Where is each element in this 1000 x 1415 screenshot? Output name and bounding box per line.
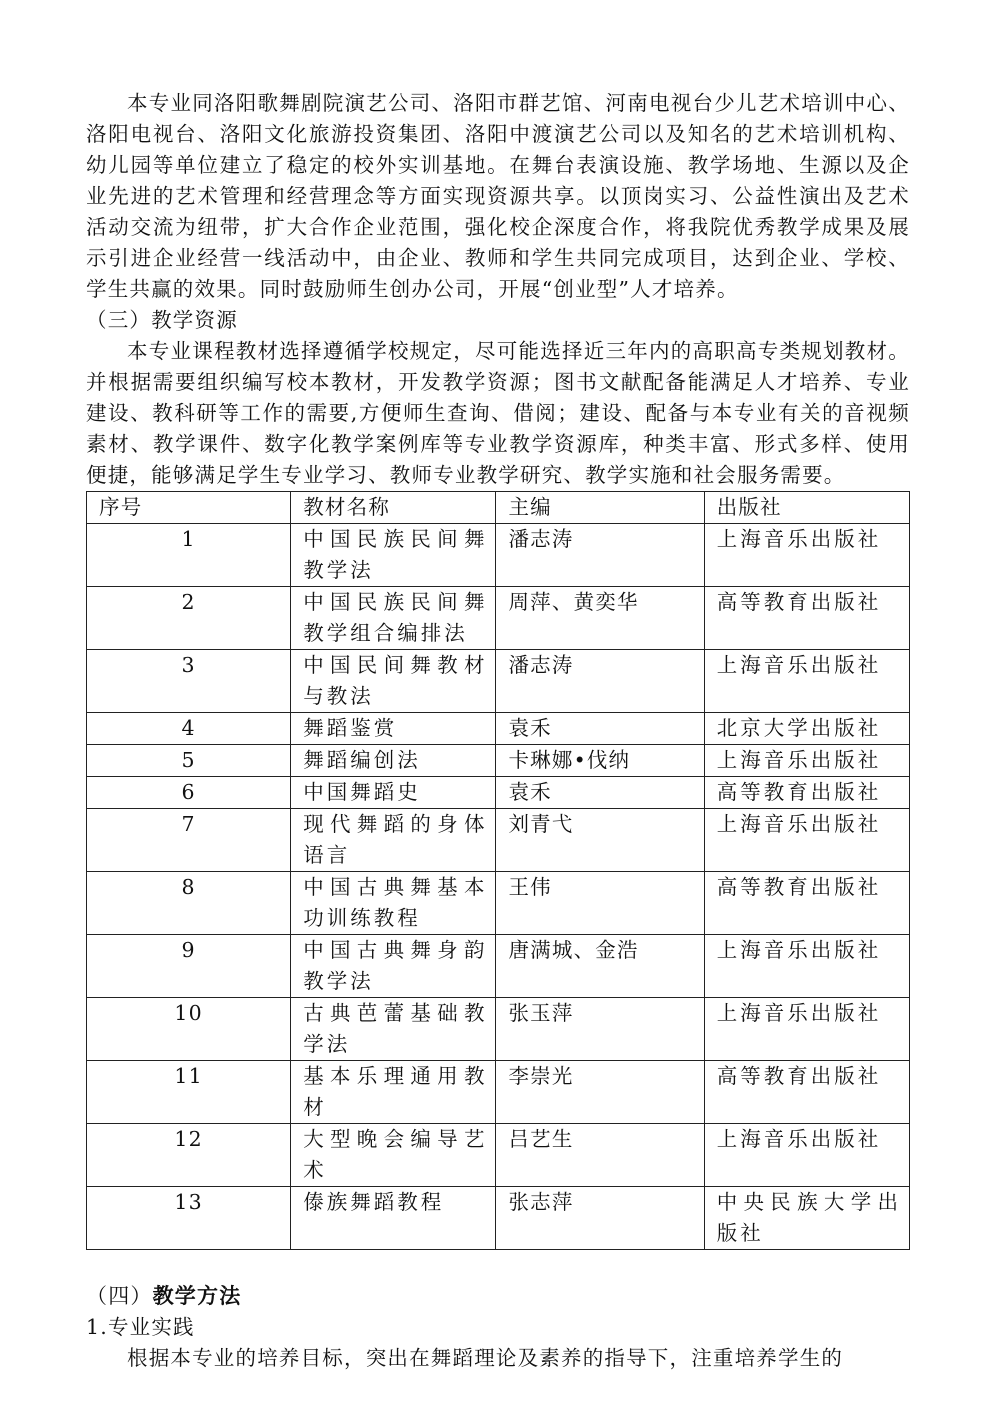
cell-publisher: 北京大学出版社 (704, 713, 909, 745)
cell-publisher: 上海音乐出版社 (704, 935, 909, 998)
cell-publisher: 中央民族大学出版社 (704, 1187, 909, 1250)
cell-publisher: 上海音乐出版社 (704, 809, 909, 872)
textbook-table (86, 491, 910, 1250)
table-row (87, 872, 910, 935)
cell-editor: 潘志涛 (496, 650, 704, 713)
cell-title: 现代舞蹈的身体语言 (291, 809, 496, 872)
cell-publisher: 高等教育出版社 (704, 587, 909, 650)
cell-title: 大型晚会编导艺术 (291, 1124, 496, 1187)
cell-index: 1 (87, 524, 291, 587)
cell-publisher: 上海音乐出版社 (704, 745, 909, 777)
cell-index: 8 (87, 872, 291, 935)
cell-editor: 袁禾 (496, 713, 704, 745)
table-header-row (87, 492, 910, 524)
cell-title: 傣族舞蹈教程 (291, 1187, 496, 1250)
cell-publisher: 高等教育出版社 (704, 777, 909, 809)
table-row (87, 713, 910, 745)
paragraph-professional-practice: 根据本专业的培养目标，突出在舞蹈理论及素养的指导下，注重培养学生的 (127, 1346, 844, 1370)
cell-title: 舞蹈鉴赏 (291, 713, 496, 745)
header-index: 序号 (87, 492, 291, 524)
table-row (87, 1061, 910, 1124)
header-publisher: 出版社 (704, 492, 909, 524)
cell-index: 12 (87, 1124, 291, 1187)
cell-index: 7 (87, 809, 291, 872)
table-row (87, 745, 910, 777)
table-row (87, 935, 910, 998)
cell-publisher: 上海音乐出版社 (704, 1124, 909, 1187)
cell-title: 中国民族民间舞教学法 (291, 524, 496, 587)
cell-editor: 王伟 (496, 872, 704, 935)
cell-title: 中国古典舞基本功训练教程 (291, 872, 496, 935)
paragraph-training-bases: 本专业同洛阳歌舞剧院演艺公司、洛阳市群艺馆、河南电视台少儿艺术培训中心、洛阳电视台、洛阳文化旅游投资集团、洛阳中渡演艺公司以及知名的艺术培训机构、幼儿园等单位建立了稳定的校外实训基地。在舞台表演设施、教学场地、生源以及企业先进的艺术管理和经营理念等方面实现资源共享。以顶岗实习、公益性演出及艺术活动交流为纽带，扩大合作企业范围，强化校企深度合作，将我院优秀教学成果及展示引进企业经营一线活动中，由企业、教师和学生共同完成项目，达到企业、学校、学生共赢的效果。同时鼓励师生创办公司，开展“创业型”人才培养。 (86, 91, 910, 301)
cell-publisher: 高等教育出版社 (704, 872, 909, 935)
cell-title: 中国舞蹈史 (291, 777, 496, 809)
table-row (87, 524, 910, 587)
cell-title: 舞蹈编创法 (291, 745, 496, 777)
subheading-professional-practice: 1.专业实践 (86, 1315, 195, 1339)
header-editor: 主编 (496, 492, 704, 524)
cell-title: 基本乐理通用教材 (291, 1061, 496, 1124)
header-title: 教材名称 (291, 492, 496, 524)
cell-publisher: 上海音乐出版社 (704, 650, 909, 713)
cell-title: 中国古典舞身韵教学法 (291, 935, 496, 998)
cell-editor: 张志萍 (496, 1187, 704, 1250)
cell-title: 中国民间舞教材与教法 (291, 650, 496, 713)
table-row (87, 587, 910, 650)
table-row (87, 1124, 910, 1187)
section-title: 教学方法 (152, 1283, 242, 1308)
section-heading-teaching-methods (86, 1280, 910, 1312)
cell-editor: 吕艺生 (496, 1124, 704, 1187)
cell-editor: 周萍、黄奕华 (496, 587, 704, 650)
cell-editor: 唐满城、金浩 (496, 935, 704, 998)
cell-title: 中国民族民间舞教学组合编排法 (291, 587, 496, 650)
cell-index: 13 (87, 1187, 291, 1250)
cell-index: 5 (87, 745, 291, 777)
cell-index: 2 (87, 587, 291, 650)
cell-editor: 刘青弋 (496, 809, 704, 872)
table-row (87, 777, 910, 809)
section-number: （四） (86, 1284, 153, 1308)
cell-index: 9 (87, 935, 291, 998)
document-page (86, 88, 910, 1374)
cell-editor: 张玉萍 (496, 998, 704, 1061)
cell-index: 10 (87, 998, 291, 1061)
cell-editor: 潘志涛 (496, 524, 704, 587)
cell-publisher: 上海音乐出版社 (704, 524, 909, 587)
cell-publisher: 上海音乐出版社 (704, 998, 909, 1061)
section-heading-teaching-resources: （三）教学资源 (86, 308, 238, 332)
cell-editor: 袁禾 (496, 777, 704, 809)
paragraph-teaching-resources: 本专业课程教材选择遵循学校规定，尽可能选择近三年内的高职高专类规划教材。并根据需要组织编写校本教材，开发教学资源；图书文献配备能满足人才培养、专业建设、教科研等工作的需要,方便师生查询、借阅；建设、配备与本专业有关的音视频素材、教学课件、数字化教学案例库等专业教学资源库，种类丰富、形式多样、使用便捷，能够满足学生专业学习、教师专业教学研究、教学实施和社会服务需要。 (86, 339, 910, 487)
cell-editor: 卡琳娜•伐纳 (496, 745, 704, 777)
table-row (87, 1187, 910, 1250)
cell-index: 3 (87, 650, 291, 713)
table-row (87, 998, 910, 1061)
cell-publisher: 高等教育出版社 (704, 1061, 909, 1124)
cell-index: 4 (87, 713, 291, 745)
cell-editor: 李崇光 (496, 1061, 704, 1124)
cell-index: 11 (87, 1061, 291, 1124)
table-row (87, 809, 910, 872)
table-row (87, 650, 910, 713)
cell-index: 6 (87, 777, 291, 809)
cell-title: 古典芭蕾基础教学法 (291, 998, 496, 1061)
